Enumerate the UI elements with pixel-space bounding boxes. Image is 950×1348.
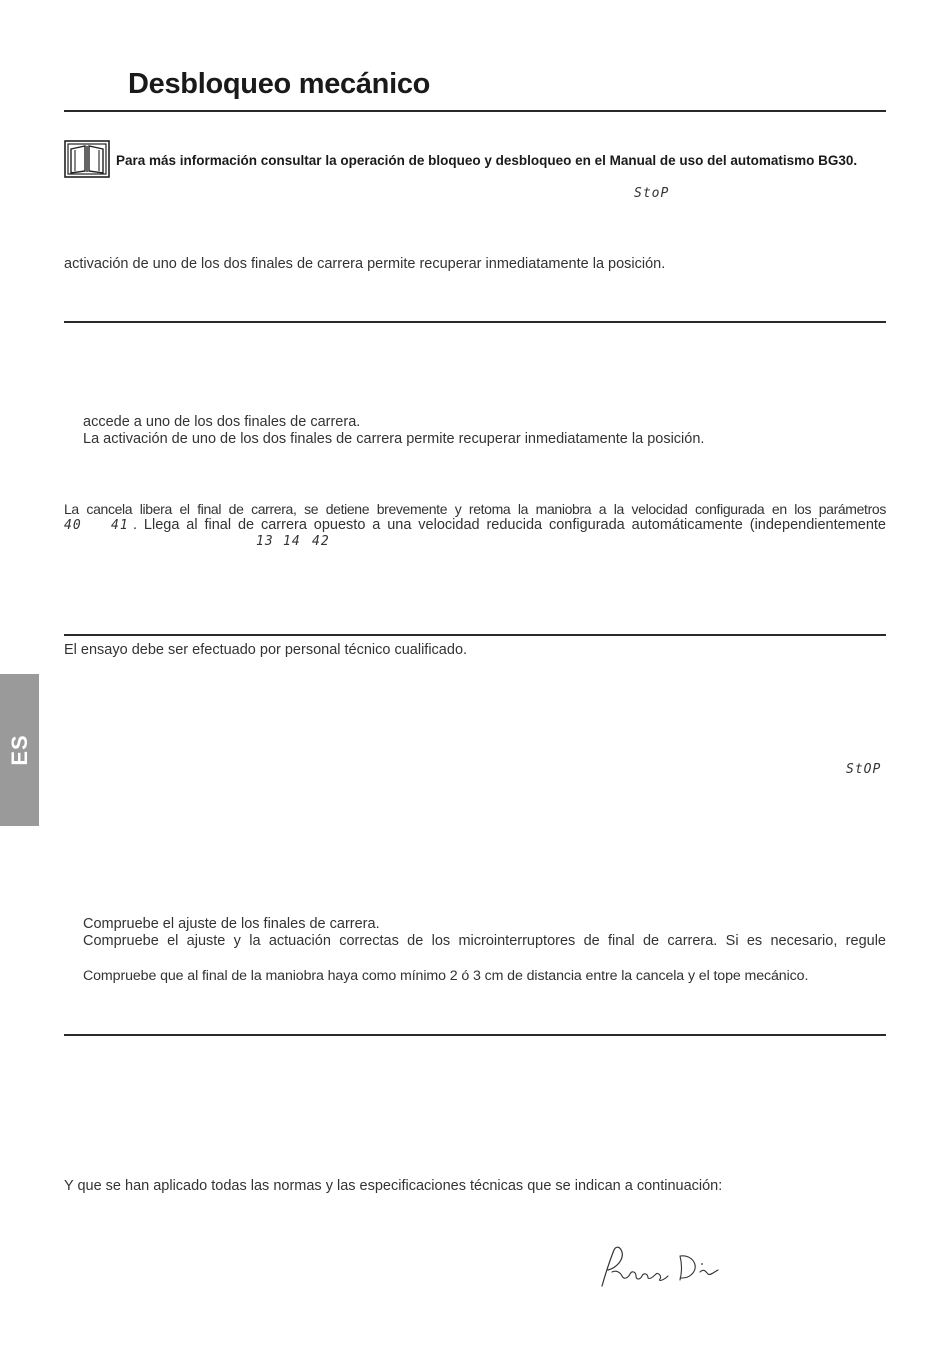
parameter-41: 41: [111, 518, 129, 533]
page-title: Desbloqueo mecánico: [128, 68, 431, 100]
list-item-check-microswitches: Compruebe el ajuste y la actuación correctas de los microinterruptores de final de carrera. Si es necesario, regule: [83, 933, 886, 949]
paragraph-reduced-speed: . Llega al final de carrera opuesto a una velocidad reducida configurada automáticamente (independientemente: [133, 517, 886, 533]
list-item-position-recovery: La activación de uno de los dos finales de carrera permite recuperar inmediatamente la posición.: [83, 431, 705, 447]
paragraph-test-personnel: El ensayo debe ser efectuado por personal técnico cualificado.: [64, 642, 468, 658]
list-item-access-limit-switch: accede a uno de los dos finales de carrera.: [83, 414, 361, 430]
parameter-13: 13: [256, 534, 274, 549]
paragraph-limit-switch-recovery: activación de uno de los dos finales de carrera permite recuperar inmediatamente la posición.: [64, 256, 666, 272]
title-divider: [64, 110, 886, 112]
signature-image: [596, 1242, 726, 1292]
language-tab: [0, 674, 39, 826]
section-divider: [64, 634, 886, 636]
parameter-42: 42: [312, 534, 330, 549]
display-code-stop: StoP: [634, 186, 670, 201]
parameter-40: 40: [64, 518, 82, 533]
section-divider: [64, 1034, 886, 1036]
paragraph-standards-applied: Y que se han aplicado todas las normas y las especificaciones técnicas que se indican a continuación:: [64, 1178, 723, 1194]
list-item-check-distance: Compruebe que al final de la maniobra haya como mínimo 2 ó 3 cm de distancia entre la cancela y el tope mecánico.: [83, 968, 809, 984]
section-divider: [64, 321, 886, 323]
manual-reference-note: Para más información consultar la operación de bloqueo y desbloqueo en el Manual de uso del automatismo BG30.: [116, 153, 858, 168]
language-tab-label: ES: [6, 734, 32, 766]
display-code-stop-2: StOP: [846, 762, 882, 777]
paragraph-gate-release: La cancela libera el final de carrera, se detiene brevemente y retoma la maniobra a la velocidad configurada en los parámetros: [64, 501, 886, 517]
open-book-icon: [64, 140, 110, 178]
list-item-check-limit-switches: Compruebe el ajuste de los finales de carrera.: [83, 916, 380, 932]
parameter-14: 14: [283, 534, 301, 549]
